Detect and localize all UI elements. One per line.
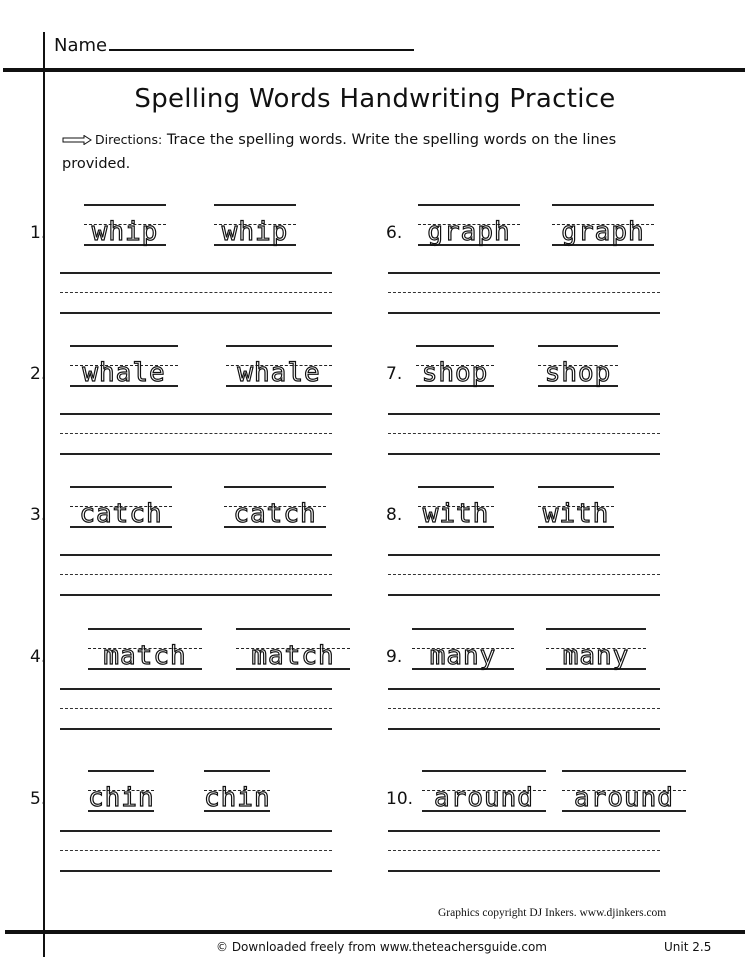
name-field [54,33,414,56]
trace-word: graph [561,217,645,247]
trace-box [88,620,202,686]
trace-word: chin [204,783,271,813]
trace-box [418,478,494,544]
trace-box [88,762,154,828]
writing-lines[interactable] [388,413,660,473]
trace-box [214,196,296,262]
trace-box [70,337,178,403]
writing-lines[interactable] [60,413,332,473]
item-number: 9. [386,647,403,667]
trace-word: whale [82,358,166,388]
trace-word: many [429,641,497,671]
trace-word: chin [88,783,155,813]
trace-word: catch [233,499,317,529]
trace-box [224,478,326,544]
name-label: Name [54,35,108,56]
trace-word: match [103,641,187,671]
trace-box [418,196,520,262]
trace-box [562,762,686,828]
trace-box [84,196,166,262]
trace-word: many [562,641,630,671]
download-credit: © Downloaded freely from www.theteachersguide.com [216,940,547,954]
item-number: 7. [386,364,403,384]
item-number: 2. [30,364,47,384]
trace-word: with [422,499,490,529]
trace-box [538,478,614,544]
name-blank-line[interactable] [109,33,414,51]
trace-word: whip [91,217,159,247]
item-number: 1. [30,223,47,243]
arrow-right-icon [62,135,92,145]
trace-box [538,337,618,403]
writing-lines[interactable] [60,554,332,614]
item-number: 6. [386,223,403,243]
item-number: 10. [386,789,414,809]
footer-divider [5,930,745,934]
trace-word: whip [221,217,289,247]
trace-box [416,337,494,403]
writing-lines[interactable] [60,830,332,890]
trace-word: with [542,499,610,529]
writing-lines[interactable] [60,272,332,332]
trace-word: shop [421,358,489,388]
trace-word: catch [79,499,163,529]
trace-word: around [434,783,534,813]
item-number: 5. [30,789,47,809]
unit-label: Unit 2.5 [664,940,712,954]
trace-box [70,478,172,544]
header-divider [3,68,745,72]
trace-box [412,620,514,686]
directions [62,128,682,176]
trace-word: match [251,641,335,671]
trace-box [204,762,270,828]
trace-word: graph [427,217,511,247]
item-number: 4. [30,647,47,667]
directions-text: Trace the spelling words. Write the spelling words on the lines provided. [62,132,617,172]
trace-box [552,196,654,262]
writing-lines[interactable] [388,272,660,332]
item-number: 3. [30,505,47,525]
trace-box [226,337,332,403]
writing-lines[interactable] [388,830,660,890]
trace-word: shop [544,358,612,388]
trace-box [422,762,546,828]
trace-word: whale [237,358,321,388]
margin-vertical-line [43,32,45,957]
writing-lines[interactable] [388,554,660,614]
directions-label: Directions: [95,132,163,147]
writing-lines[interactable] [60,688,332,748]
trace-box [546,620,646,686]
trace-box [236,620,350,686]
trace-word: around [574,783,674,813]
page-title: Spelling Words Handwriting Practice [134,84,616,114]
writing-lines[interactable] [388,688,660,748]
graphics-credit: Graphics copyright DJ Inkers. www.djinkers.com [438,907,667,919]
item-number: 8. [386,505,403,525]
